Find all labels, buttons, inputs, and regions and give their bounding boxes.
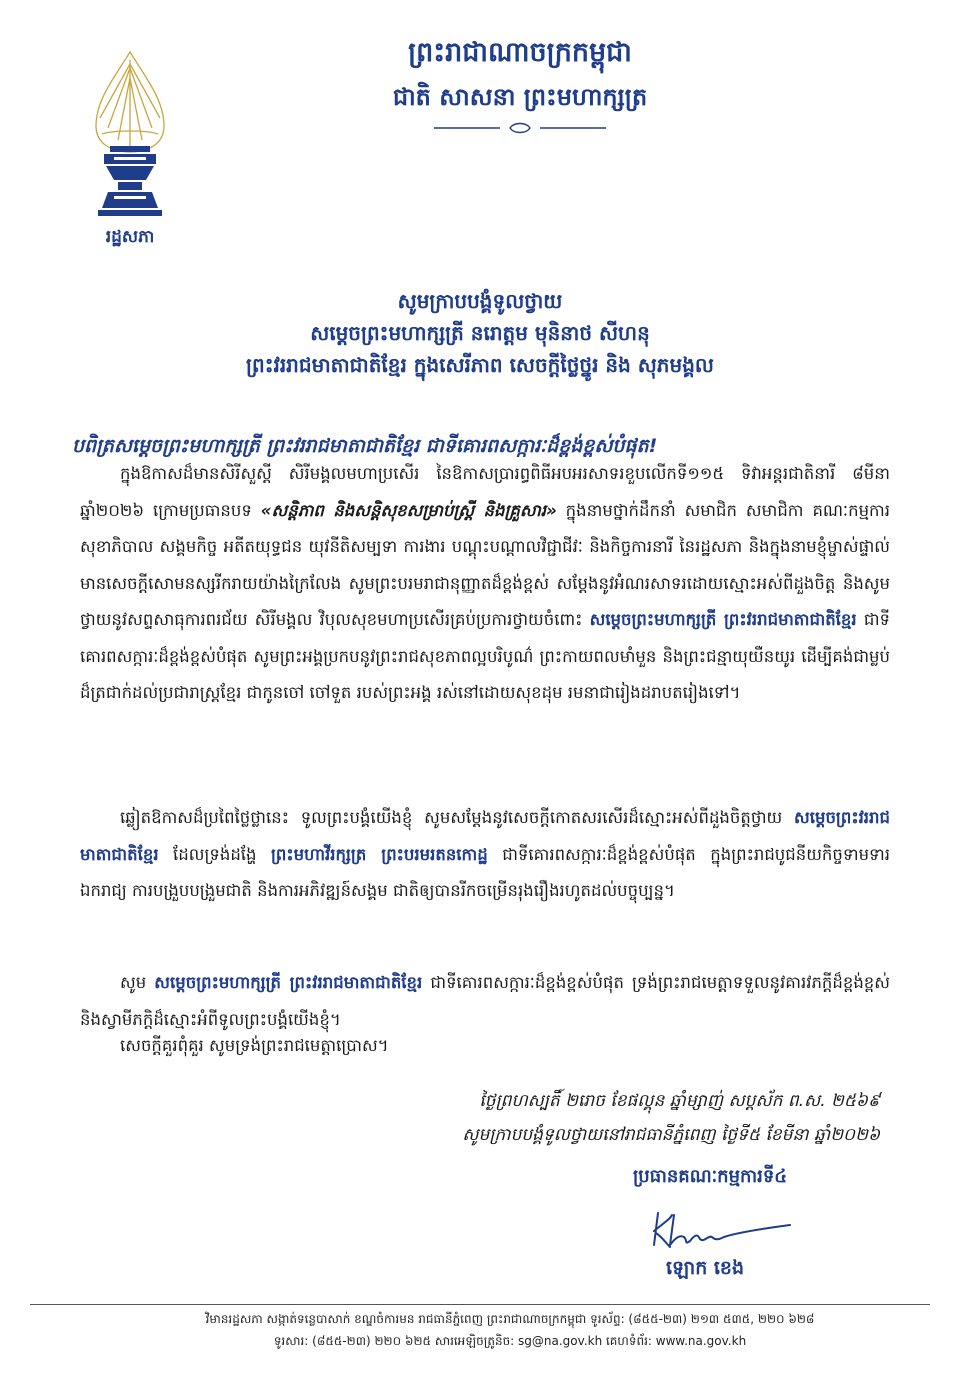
address-line-1: សូមក្រាបបង្គំទូលថ្វាយ <box>397 289 563 313</box>
place-and-date: សូមក្រាបបង្គំទូលថ្វាយនៅរាជធានីភ្នំពេញ ថ្ងៃទី៥ ខែមីនា ឆ្នាំ២០២៦ <box>462 1125 880 1145</box>
signer-title: ប្រធានគណៈកម្មការទី៤ <box>632 1166 788 1187</box>
highlighted-title: សម្តេចព្រះមហាក្សត្រី ព្រះវររាជមាតាជាតិខ្មែរ <box>154 973 423 992</box>
paragraph-text: ក្នុងនាមថ្នាក់ដឹកនាំ សមាជិក សមាជិកា គណៈកម្មការសុខាភិបាល សង្គមកិច្ច អតីតយុទ្ធជន យុវនីតិសម្បទា ការងារ បណ្តុះបណ្តាលវិជ្ជាជីវៈ និងកិច្ចការនារី នៃរដ្ឋសភា និងក្នុងនាមខ្ញុំម្ចាស់ផ្ទាល់ មានសេចក្តីសោមនស្សរីករាយយ៉ាងក្រៃលែង សូមព្រះបរមរាជានុញ្ញាតដ៏ខ្ពង់ខ្ពស់ សម្តែងនូវអំណរសាទរដោយស្មោះអស់ពីដួងចិត្ត និងសូមថ្វាយនូវសព្ទសាធុការពរជ័យ សិរីមង្គល វិបុលសុខមហាប្រសើរគ្រប់ប្រការថ្វាយចំពោះ <box>80 500 890 629</box>
handwritten-signature <box>640 1205 800 1255</box>
paragraph-text: សូម <box>120 973 155 992</box>
body-paragraph-2 <box>80 800 890 910</box>
address-line-3: ព្រះវររាជមាតាជាតិខ្មែរ ក្នុងសេរីភាព សេចក្តីថ្លៃថ្នូរ និង សុភមង្គល <box>246 353 714 377</box>
highlighted-title: សម្តេចព្រះវររាជមាតាជាតិខ្មែរ <box>80 808 890 864</box>
paragraph-text: ជាទីគោរពសក្ការៈដ៏ខ្ពង់ខ្ពស់បំផុត សូមព្រះអង្គប្រកបនូវព្រះរាជសុខភាពល្អបរិបូណ៌ ព្រះកាយពលមាំមួន និងព្រះជន្មាយុយឺនយូរ ដើម្បីគង់ជាម្លប់ដ៏ត្រជាក់ដល់ប្រជារាស្ត្រខ្មែរ ជាកូនចៅ ចៅទួត របស់ព្រះអង្គ រស់នៅដោយសុខដុម រមនាជារៀងដរាបតរៀងទៅ។ <box>80 610 891 702</box>
footer-contact: ទូរសារ: (៨៥៥-២៣) ២២០ ៦២៥ សារអេឡិចត្រូនិច: sg@na.gov.kh គេហទំព័រ: www.na.gov.kh <box>273 1334 747 1348</box>
address-line-2: សម្ដេចព្រះមហាក្សត្រី នរោត្តម មុនិនាថ សីហនុ <box>310 321 650 345</box>
paragraph-text: ដែលទ្រង់ដង្ហែ <box>158 844 271 864</box>
body-paragraph-4: សេចក្តីគួរពុំគួរ សូមទ្រង់ព្រះរាជមេត្តាប្រោស។ <box>120 1036 389 1055</box>
national-motto: ជាតិ សាសនា ព្រះមហាក្សត្រ <box>392 83 648 111</box>
footer-divider <box>30 1304 930 1305</box>
signer-name: ឡោក ខេង <box>665 1257 745 1279</box>
paragraph-text: ជាទីគោរពសក្ការៈដ៏ខ្ពង់ខ្ពស់បំផុត ទ្រង់ព្រះរាជមេត្តាទទួលនូវគារវភក្តីដ៏ខ្ពង់ខ្ពស់ និងស្វាមីភក្តិដ៏ស្មោះអំពីទូលព្រះបង្គំយើងខ្ញុំ។ <box>80 973 890 1029</box>
ornament-divider <box>430 122 610 134</box>
theme-quote: «សន្តិភាព និងសន្តិសុខសម្រាប់ស្ត្រី និងគ្រួសារ» <box>260 500 557 520</box>
footer-address: វិមានរដ្ឋសភា សង្កាត់ទន្លេបាសាក់ ខណ្ឌចំការមន រាជធានីភ្នំពេញ ព្រះរាជាណាចក្រកម្ពុជា ទូរស័ព្ទ: (៨៥៥-២៣) ២១៣ ៥៣៥, ២២០ ៦២៨ <box>205 1312 815 1326</box>
national-assembly-emblem-icon <box>74 48 186 218</box>
highlighted-title: ព្រះមហាវីរក្សត្រ ព្រះបរមរតនកោដ្ឋ <box>271 844 488 864</box>
kingdom-title: ព្រះរាជាណាចក្រកម្ពុជា <box>408 37 632 68</box>
body-paragraph-1 <box>80 456 890 712</box>
highlighted-title: សម្តេចព្រះមហាក្សត្រី ព្រះវររាជមាតាជាតិខ្មែរ <box>589 610 857 629</box>
paragraph-text: ឆ្លៀតឱកាសដ៏ប្រពៃថ្លៃថ្លានេះ ទូលព្រះបង្គំយើងខ្ញុំ សូមសម្តែងនូវសេចក្តីកោតសរសើរដ៏ស្មោះអស់ពីដួងចិត្តថ្វាយ <box>120 808 795 827</box>
lunar-date: ថ្ងៃព្រហស្បតិ៍ ២រោច ខែផល្គុន ឆ្នាំម្សាញ់ សប្តស័ក ព.ស. ២៥៦៩ <box>479 1091 880 1111</box>
salutation: បពិត្រសម្ដេចព្រះមហាក្សត្រី ព្រះវររាជមាតាជាតិខ្មែរ ជាទីគោរពសក្ការៈដ៏ខ្ពង់ខ្ពស់បំផុត! <box>72 435 658 457</box>
paragraph-text: ក្នុងឱកាសដ៏មានសិរីសួស្តី សិរីមង្គលមហាប្រសើរ នៃឱកាសប្រារព្ធពិធីអបអរសាទរខួបលើកទី១១៥ ទិវាអន្តរជាតិនារី ៨មីនា ឆ្នាំ២០២៦ ក្រោមប្រធានបទ <box>80 464 890 520</box>
organization-name: រដ្ឋសភា <box>105 227 155 247</box>
paragraph-text: ជាទីគោរពសក្ការៈដ៏ខ្ពង់ខ្ពស់បំផុត ក្នុងព្រះរាជបូជនីយកិច្ចទាមទារឯករាជ្យ ការបង្រួបបង្រួមជាតិ និងការអភិវឌ្ឍន៍សង្គម ជាតិឲ្យបានរីកចម្រើនរុងរឿងរហូតដល់បច្ចុប្បន្ន។ <box>80 844 891 900</box>
